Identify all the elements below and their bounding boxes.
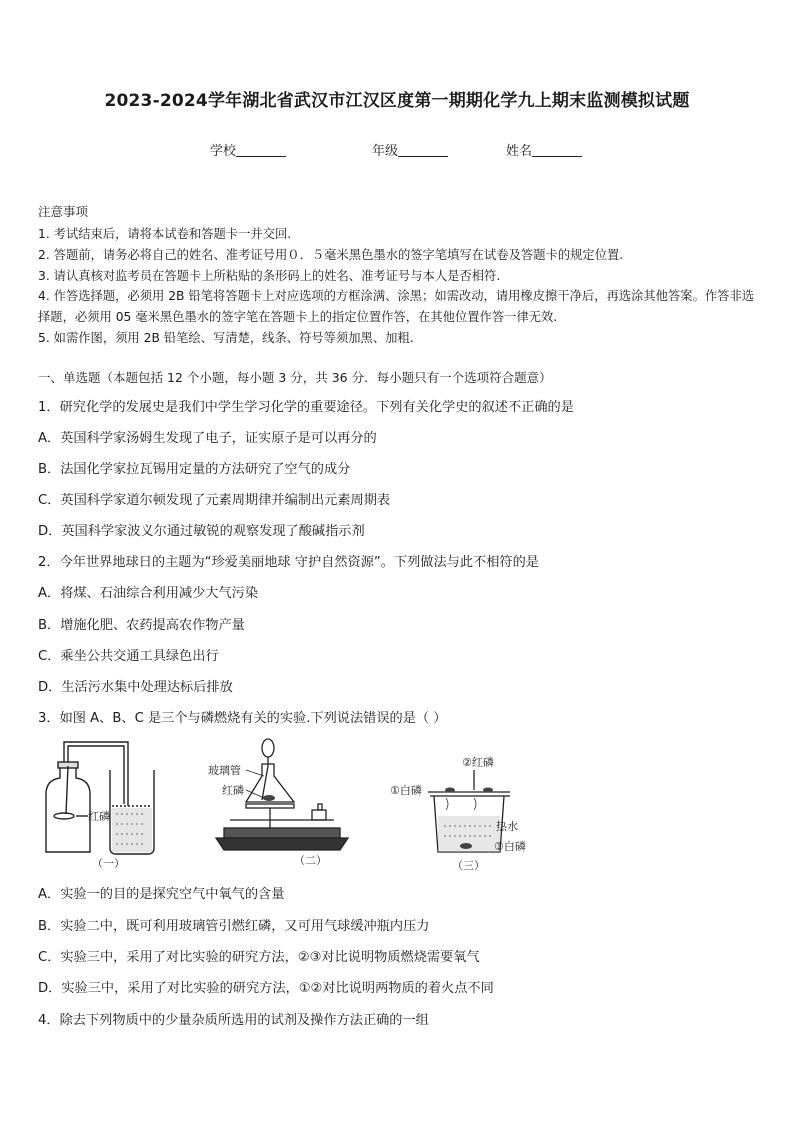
experiment-1-figure xyxy=(36,736,172,872)
note-item: 5. 如需作图，须用 2B 铅笔绘、写清楚，线条、符号等须加黑、加粗. xyxy=(38,330,414,345)
fig1-caption: （一） xyxy=(92,857,125,870)
section-heading: 一、单选题（本题包括 12 个小题，每小题 3 分，共 36 分．每小题只有一个选项符合题意） xyxy=(38,370,552,385)
option: C．乘坐公共交通工具绿色出行 xyxy=(38,649,219,664)
option: B．法国化学家拉瓦锡用定量的方法研究了空气的成分 xyxy=(38,462,351,477)
experiment-2-figure xyxy=(206,736,356,872)
fig3-label-1: ①白磷 xyxy=(390,784,422,797)
fig3-caption: （三） xyxy=(452,859,485,872)
name-field[interactable] xyxy=(506,140,582,159)
notes-list xyxy=(38,224,758,349)
experiment-3-figure xyxy=(388,754,544,874)
note-item: 3. 请认真核对监考员在答题卡上所粘贴的条形码上的姓名、准考证号与本人是否相符. xyxy=(38,268,501,283)
fig3-label-2: ②红磷 xyxy=(462,756,494,769)
note-item: 1. 考试结束后，请将本试卷和答题卡一并交回. xyxy=(38,227,292,241)
notes-heading: 注意事项 xyxy=(38,204,89,219)
note-item: 4. 作答选择题，必须用 2B 铅笔将答题卡上对应选项的方框涂满、涂黑；如需改动，请用橡皮擦干净后，再选涂其他答案。作答非选择题，必须用 05 毫米黑色墨水的签字笔在答题卡上的指定位置作答，在其他位置作答一律无效. xyxy=(38,289,755,325)
school-field[interactable] xyxy=(210,140,286,159)
question-stem: 4．除去下列物质中的少量杂质所选用的试剂及操作方法正确的一组 xyxy=(38,1013,429,1028)
option: C．实验三中，采用了对比实验的研究方法，②③对比说明物质燃烧需要氧气 xyxy=(38,950,480,965)
option: D．英国科学家波义尔通过敏锐的观察发现了酸碱指示剂 xyxy=(38,524,365,539)
grade-field[interactable] xyxy=(372,140,448,159)
fig3-water-label: 热水 xyxy=(496,820,518,833)
option: A．将煤、石油综合利用减少大气污染 xyxy=(38,586,259,601)
question-stem: 1．研究化学的发展史是我们中学生学习化学的重要途径。下列有关化学史的叙述不正确的是 xyxy=(38,400,574,415)
option: B．实验二中，既可利用玻璃管引燃红磷，又可用气球缓冲瓶内压力 xyxy=(38,919,430,934)
school-label: 学校 xyxy=(210,144,237,159)
fig2-caption: （二） xyxy=(294,854,327,867)
fig2-red-p-label: 红磷 xyxy=(222,784,244,797)
question-stem: 2．今年世界地球日的主题为“珍爱美丽地球 守护自然资源”。下列做法与此不相符的是 xyxy=(38,555,539,570)
option: C．英国科学家道尔顿发现了元素周期律并编制出元素周期表 xyxy=(38,493,391,508)
fig2-tube-label: 玻璃管 xyxy=(208,764,241,777)
question-stem: 3．如图 A、B、C 是三个与磷燃烧有关的实验.下列说法错误的是（ ） xyxy=(38,711,447,726)
page-title: 2023-2024学年湖北省武汉市江汉区度第一期期化学九上期末监测模拟试题 xyxy=(104,91,690,111)
option: A．实验一的目的是探究空气中氧气的含量 xyxy=(38,887,285,902)
note-item: 2. 答题前，请务必将自己的姓名、准考证号用０．５毫米黑色墨水的签字笔填写在试卷及答题卡的规定位置. xyxy=(38,247,624,262)
grade-label: 年级 xyxy=(372,144,399,159)
fig1-red-p-label: 红磷 xyxy=(88,810,110,823)
option: D．实验三中，采用了对比实验的研究方法，①②对比说明两物质的着火点不同 xyxy=(38,981,494,996)
fig3-label-3: ③白磷 xyxy=(494,840,526,853)
name-label: 姓名 xyxy=(506,144,533,159)
option: A．英国科学家汤姆生发现了电子，证实原子是可以再分的 xyxy=(38,431,377,446)
option: B．增施化肥、农药提高农作物产量 xyxy=(38,618,245,633)
option: D．生活污水集中处理达标后排放 xyxy=(38,680,233,695)
